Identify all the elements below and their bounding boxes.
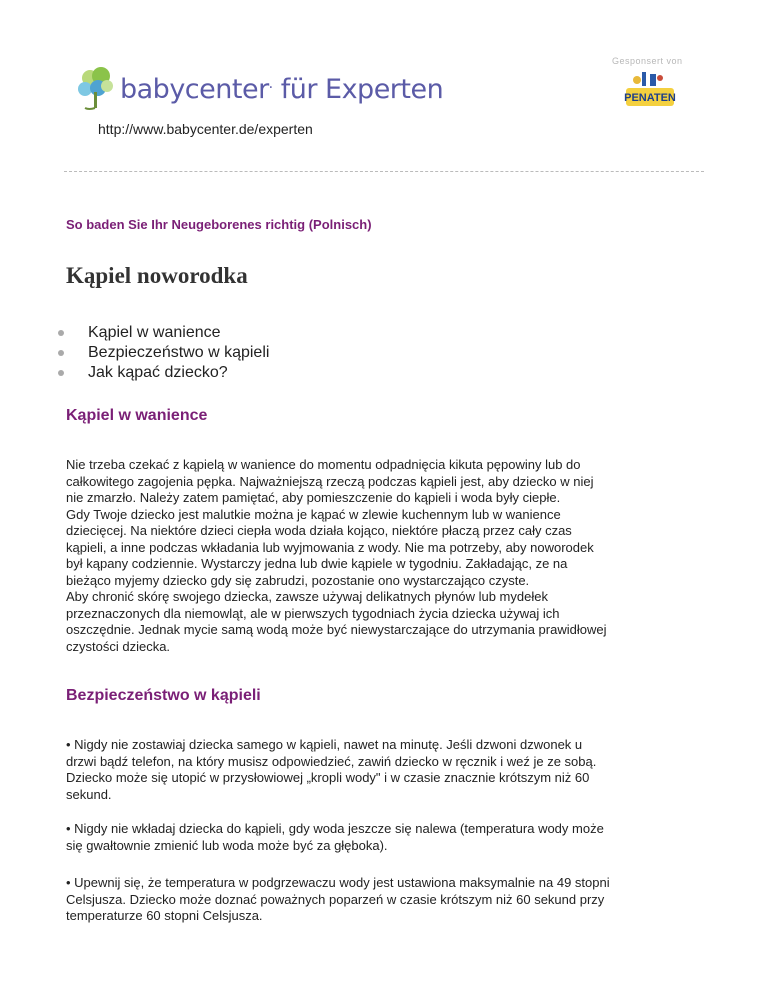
bullet-icon (58, 350, 64, 356)
page-header (0, 0, 768, 175)
safety-paragraph-2: • Nigdy nie wkładaj dziecka do kąpieli, gdy woda jeszcze się nalewa (temperatura wody może się gwałtownie zmienić lub woda może być za głęboka). (66, 821, 604, 853)
article-subtitle: So baden Sie Ihr Neugeborenes richtig (Polnisch) (66, 217, 372, 232)
babycenter-logo[interactable] (76, 64, 443, 114)
section-heading-bath: Kąpiel w wanience (66, 407, 208, 424)
sponsor-label: Gesponsert von (612, 56, 683, 66)
toc-item-label: Jak kąpać dziecko? (88, 364, 228, 381)
header-divider (64, 171, 704, 172)
table-of-contents (58, 323, 269, 383)
toc-item[interactable] (58, 363, 269, 383)
safety-paragraph-3: • Upewnij się, że temperatura w podgrzewaczu wody jest ustawiona maksymalnie na 49 stopni Celsjusza. Dziecko może doznać poważnych poparzeń w czasie krótszym niż 60 sekund przy temperaturze 60 stopni Celsjusza. (66, 875, 610, 923)
bullet-icon (58, 370, 64, 376)
section-bath-text: Nie trzeba czekać z kąpielą w wanience do momentu odpadnięcia kikuta pępowiny lub do całkowitego zagojenia pępka. Najważniejszą rzeczą podczas kąpieli jest, aby dziecko w niej nie zmarzło. Należy zatem pamiętać, aby pomieszczenie do kąpieli i woda były ciepłe. Gdy Twoje dziecko jest malutkie można je kąpać w zlewie kuchennym lub w wanience dziecięcej. Na niektóre dzieci ciepła woda działa kojąco, niektóre płaczą przez cały czas kąpieli, a inne podczas wkładania lub wyjmowania z wody. Nie ma potrzeby, aby noworodek był kąpany codziennie. Wystarczy jedna lub dwie kąpiele w tygodniu. Zakładając, ze na bieżąco myjemy dziecko gdy się zabrudzi, pozostanie ono wystarczająco czyste. Aby chronić skórę swojego dziecka, zawsze używaj delikatnych płynów lub mydełek przeznaczonych dla niemowląt, ale w pierwszych tygodniach życia dziecka używaj ich oszczędnie. Jednak mycie samą wodą może być niewystarczające do utrzymania prawidłowej czystości dziecka. (66, 457, 607, 654)
logo-text-baby: babycenter (120, 73, 269, 105)
safety-paragraph-1: • Nigdy nie zostawiaj dziecka samego w kąpieli, nawet na minutę. Jeśli dzwoni dzwonek u drzwi bądź telefon, na który musisz odpowiedzieć, zawiń dziecko w ręcznik i weź je ze sobą. Dziecko może się utopić w przysłowiowej „kropli wody" i w czasie znacznie krótszym niż 60 sekund. (66, 737, 597, 802)
toc-item[interactable] (58, 343, 269, 363)
site-url[interactable]: http://www.babycenter.de/experten (98, 121, 313, 137)
tree-logo-icon (76, 64, 116, 114)
logo-text: babycenter. für Experten (120, 73, 444, 105)
page-title: Kąpiel noworodka (66, 263, 248, 288)
logo-text-experten: für Experten (280, 73, 444, 105)
penaten-logo[interactable] (624, 70, 676, 110)
penaten-logo-text: PENATEN (624, 92, 676, 104)
toc-item-label: Kąpiel w wanience (88, 324, 221, 341)
section-heading-safety: Bezpieczeństwo w kąpieli (66, 687, 261, 704)
toc-item-label: Bezpieczeństwo w kąpieli (88, 344, 270, 361)
toc-item[interactable] (58, 323, 269, 343)
bullet-icon (58, 330, 64, 336)
